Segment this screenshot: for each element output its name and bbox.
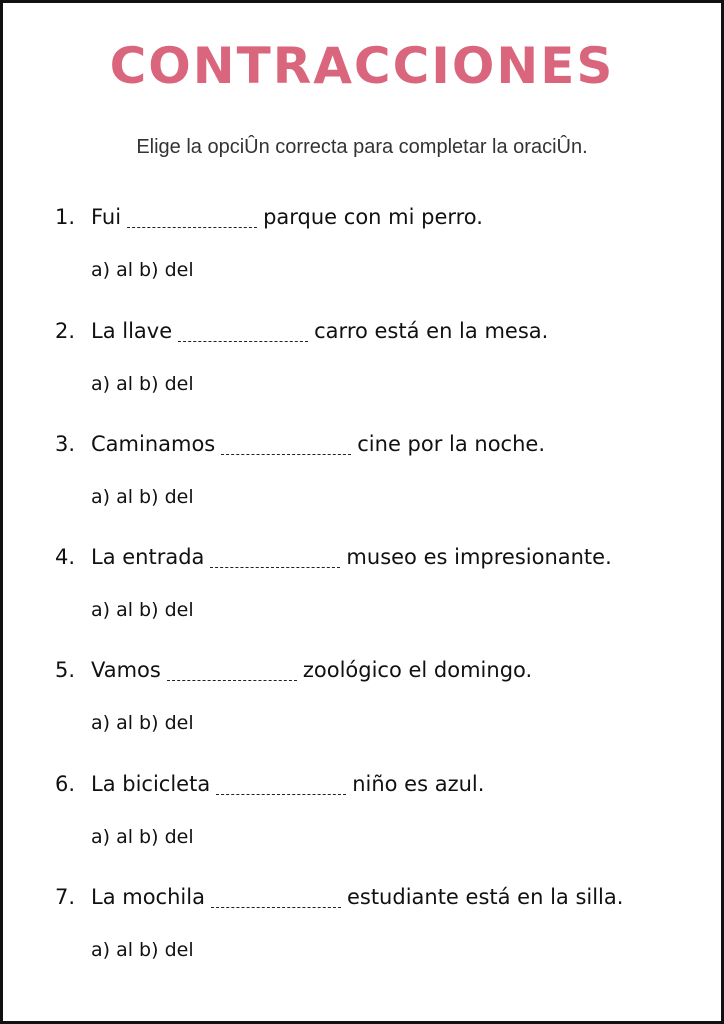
- answer-blank[interactable]: [167, 662, 297, 681]
- question-number: 3.: [55, 432, 76, 456]
- question-text-before: La mochila: [91, 885, 205, 909]
- question-number: 6.: [55, 772, 76, 796]
- answer-options: a) al b) del: [91, 259, 194, 281]
- answer-options: a) al b) del: [91, 486, 194, 508]
- question-item: [55, 774, 695, 847]
- answer-blank[interactable]: [216, 776, 346, 795]
- answer-options: a) al b) del: [91, 826, 194, 848]
- answer-blank[interactable]: [178, 323, 308, 342]
- question-item: [55, 207, 695, 280]
- instructions-text: Elige la opciÛn correcta para completar la oraciÛn.: [136, 136, 588, 158]
- worksheet-title: CONTRACCIONES: [109, 37, 615, 95]
- question-text-after: museo es impresionante.: [346, 545, 612, 569]
- question-text-after: parque con mi perro.: [263, 205, 483, 229]
- question-text-before: La llave: [91, 319, 173, 343]
- question-number: 5.: [55, 658, 76, 682]
- question-text-after: cine por la noche.: [357, 432, 546, 456]
- question-text-before: La bicicleta: [91, 772, 211, 796]
- answer-options: a) al b) del: [91, 599, 194, 621]
- question-text-before: Vamos: [91, 658, 161, 682]
- question-item: [55, 660, 695, 733]
- answer-blank[interactable]: [210, 549, 340, 568]
- question-text-after: estudiante está en la silla.: [346, 885, 624, 909]
- answer-options: a) al b) del: [91, 712, 194, 734]
- question-item: [55, 434, 695, 507]
- answer-options: a) al b) del: [91, 939, 194, 961]
- question-list: [3, 3, 721, 1021]
- question-number: 2.: [55, 319, 76, 343]
- question-text-after: niño es azul.: [352, 772, 485, 796]
- question-text-after: carro está en la mesa.: [314, 319, 549, 343]
- question-text-before: Fui: [91, 205, 122, 229]
- question-text-after: zoológico el domingo.: [302, 658, 533, 682]
- answer-blank[interactable]: [127, 209, 257, 228]
- answer-blank[interactable]: [211, 889, 341, 908]
- question-item: [55, 321, 695, 394]
- question-number: 4.: [55, 545, 76, 569]
- question-number: 1.: [55, 205, 76, 229]
- question-number: 7.: [55, 885, 76, 909]
- question-text-before: La entrada: [91, 545, 205, 569]
- question-item: [55, 547, 695, 620]
- answer-blank[interactable]: [221, 436, 351, 455]
- question-item: [55, 887, 695, 960]
- question-text-before: Caminamos: [91, 432, 216, 456]
- answer-options: a) al b) del: [91, 373, 194, 395]
